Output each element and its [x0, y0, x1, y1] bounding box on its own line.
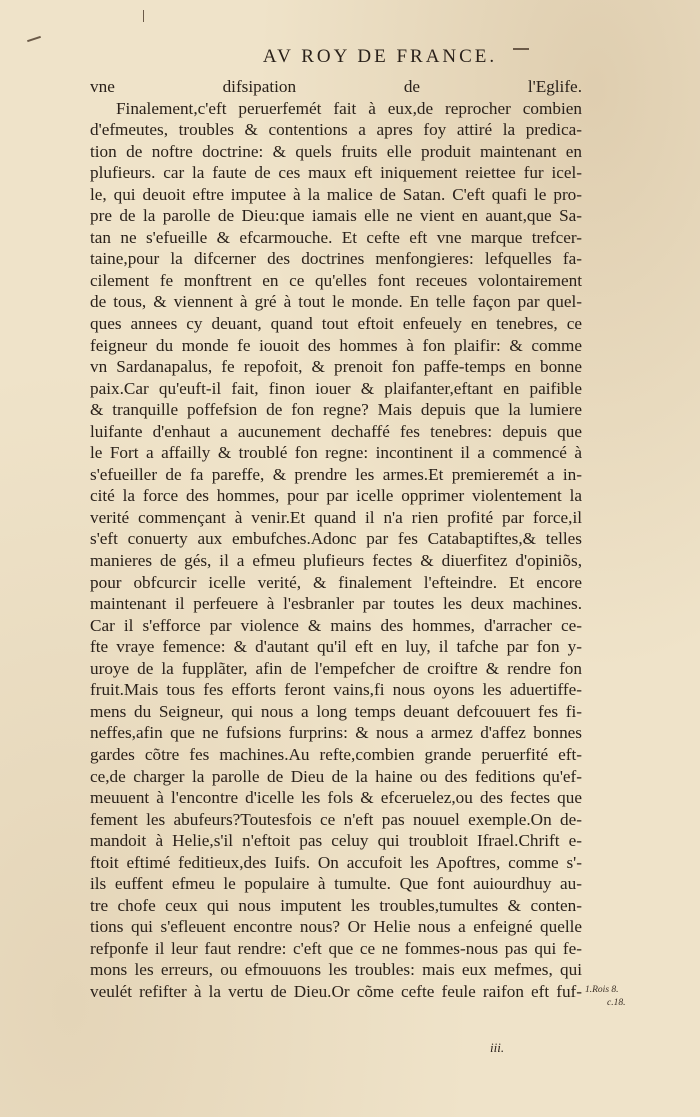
text-line: meuuent à l'encontre d'icelle les fols & efceruelez,ou des fectes que [90, 788, 582, 808]
margin-note: 1.Rois 8. [585, 985, 619, 995]
text-line: pour obfcurcir icelle verité, & finalement l'efteindre. Et encore [90, 572, 582, 592]
text-line: cilement fe monftrent en ce qu'elles font receues volontairement [90, 270, 582, 290]
text-line: gardes cõtre fes machines.Au refte,combien grande peruerfité eft- [90, 744, 582, 764]
margin-note: c.18. [607, 998, 626, 1008]
text-line: uroye de la fupplãter, afin de l'empefcher de croiftre & rendre fon [90, 658, 582, 678]
text-line: tre chofe ceux qui nous imputent les troubles,tumultes & conten- [90, 895, 582, 915]
text-line: luifante d'enhaut a aucunement dechaffé fes tenebres: depuis que [90, 421, 582, 441]
printer-mark [27, 36, 41, 42]
text-line: refponfe il leur faut rendre: c'eft que ce ne fommes-nous pas qui fe- [90, 938, 582, 958]
text-line: ils euffent efmeu le populaire à tumulte. Que font auiourdhuy au- [90, 874, 582, 894]
text-line: tions qui s'efleuent encontre nous? Or Helie nous a enfeigné quelle [90, 917, 582, 937]
text-line: veulét refifter à la vertu de Dieu.Or cõme cefte feule raifon eft fuf- [90, 981, 582, 1001]
text-line: fte vraye femence: & d'autant qu'il eft en luy, il tafche par fon y- [90, 637, 582, 657]
text-line: verité commençant à venir.Et quand il n'a rien profité par force,il [90, 507, 582, 527]
text-line: de tous, & viennent à gré à tout le monde. En telle façon par quel- [90, 292, 582, 312]
text-line: ce,de charger la parolle de Dieu de la haine ou des feditions qu'ef- [90, 766, 582, 786]
text-line: pre de la parolle de Dieu:que iamais elle ne vient en auant,que Sa- [90, 206, 582, 226]
text-line: feigneur du monde fe iouoit des hommes à fon plaifir: & comme [90, 335, 582, 355]
text-line: taine,pour la difcerner des doctrines menfongieres: lefquelles fa- [90, 249, 582, 269]
text-line: s'efueiller de fa pareffe, & prendre les armes.Et premieremét a in- [90, 464, 582, 484]
text-line: & tranquille poffefsion de fon regne? Mais depuis que la lumiere [90, 400, 582, 420]
text-line: neffes,afin que ne fufsions furprins: & nous a armez d'affez bonnes [90, 723, 582, 743]
text-line: ftoit eftimé feditieux,des Iuifs. On accufoit les Apoftres, comme s'- [90, 852, 582, 872]
text-line: le Fort a affailly & troublé fon regne: incontinent il a commencé à [90, 443, 582, 463]
signature-mark: iii. [490, 1040, 505, 1055]
text-line: cité la force des hommes, pour par icelle opprimer violentement la [90, 486, 582, 506]
printer-mark [143, 10, 144, 22]
text-line: tan ne s'efueille & efcarmouche. Et cefte eft vne marque trefcer- [90, 227, 582, 247]
text-line: tion de noftre doctrine: & quels fruits elle produit maintenant en [90, 141, 582, 161]
text-line: vn Sardanapalus, fe repofoit, & prenoit fon paffe-temps en bonne [90, 357, 582, 377]
text-line: Finalement,c'eft peruerfemét fait à eux,de reprocher combien [116, 98, 582, 118]
text-line: s'eft conuerty aux embufches.Adonc par fes Catabaptiftes,& telles [90, 529, 582, 549]
text-line: le, qui deuoit eftre imputee à la malice de Satan. C'eft quafi le pro- [90, 184, 582, 204]
text-line: plufieurs. car la faute de ces maux eft iniquement reiettee fur icel- [90, 163, 582, 183]
running-head: AV ROY DE FRANCE. [262, 46, 498, 67]
text-line: fruit.Mais tous fes efforts feront vains,fi nous oyons les aduertiffe- [90, 680, 582, 700]
text-line: mandoit à Helie,s'il n'eftoit pas celuy qui troubloit Ifrael.Chrift e- [90, 831, 582, 851]
text-line: maintenant il perfeuere à l'esbranler par toutes les deux machines. [90, 594, 582, 614]
text-line: Car il s'efforce par violence & mains des hommes, d'arracher ce- [90, 615, 582, 635]
text-line: fement les abufeurs?Toutesfois ce n'eft pas nouuel exemple.On de- [90, 809, 582, 829]
text-line: manieres de gés, il a efmeu plufieurs fectes & diuerfitez d'opiniõs, [90, 551, 582, 571]
text-line: mens du Seigneur, qui nous a long temps deuant defcouuert fes fi- [90, 701, 582, 721]
text-line: mons les erreurs, ou efmouuons les troubles: mais eux mefmes, qui [90, 960, 582, 980]
text-line: d'efmeutes, troubles & contentions a apres foy attiré la predica- [90, 120, 582, 140]
text-line: paix.Car qu'euft-il fait, finon iouer & plaifanter,eftant en paifible [90, 378, 582, 398]
text-line: ques annees cy deuant, quand tout eftoit enfeuely en tenebres, ce [90, 314, 582, 334]
body-text [90, 76, 582, 1003]
text-line: vne difsipation de l'Eglife. [90, 77, 582, 96]
